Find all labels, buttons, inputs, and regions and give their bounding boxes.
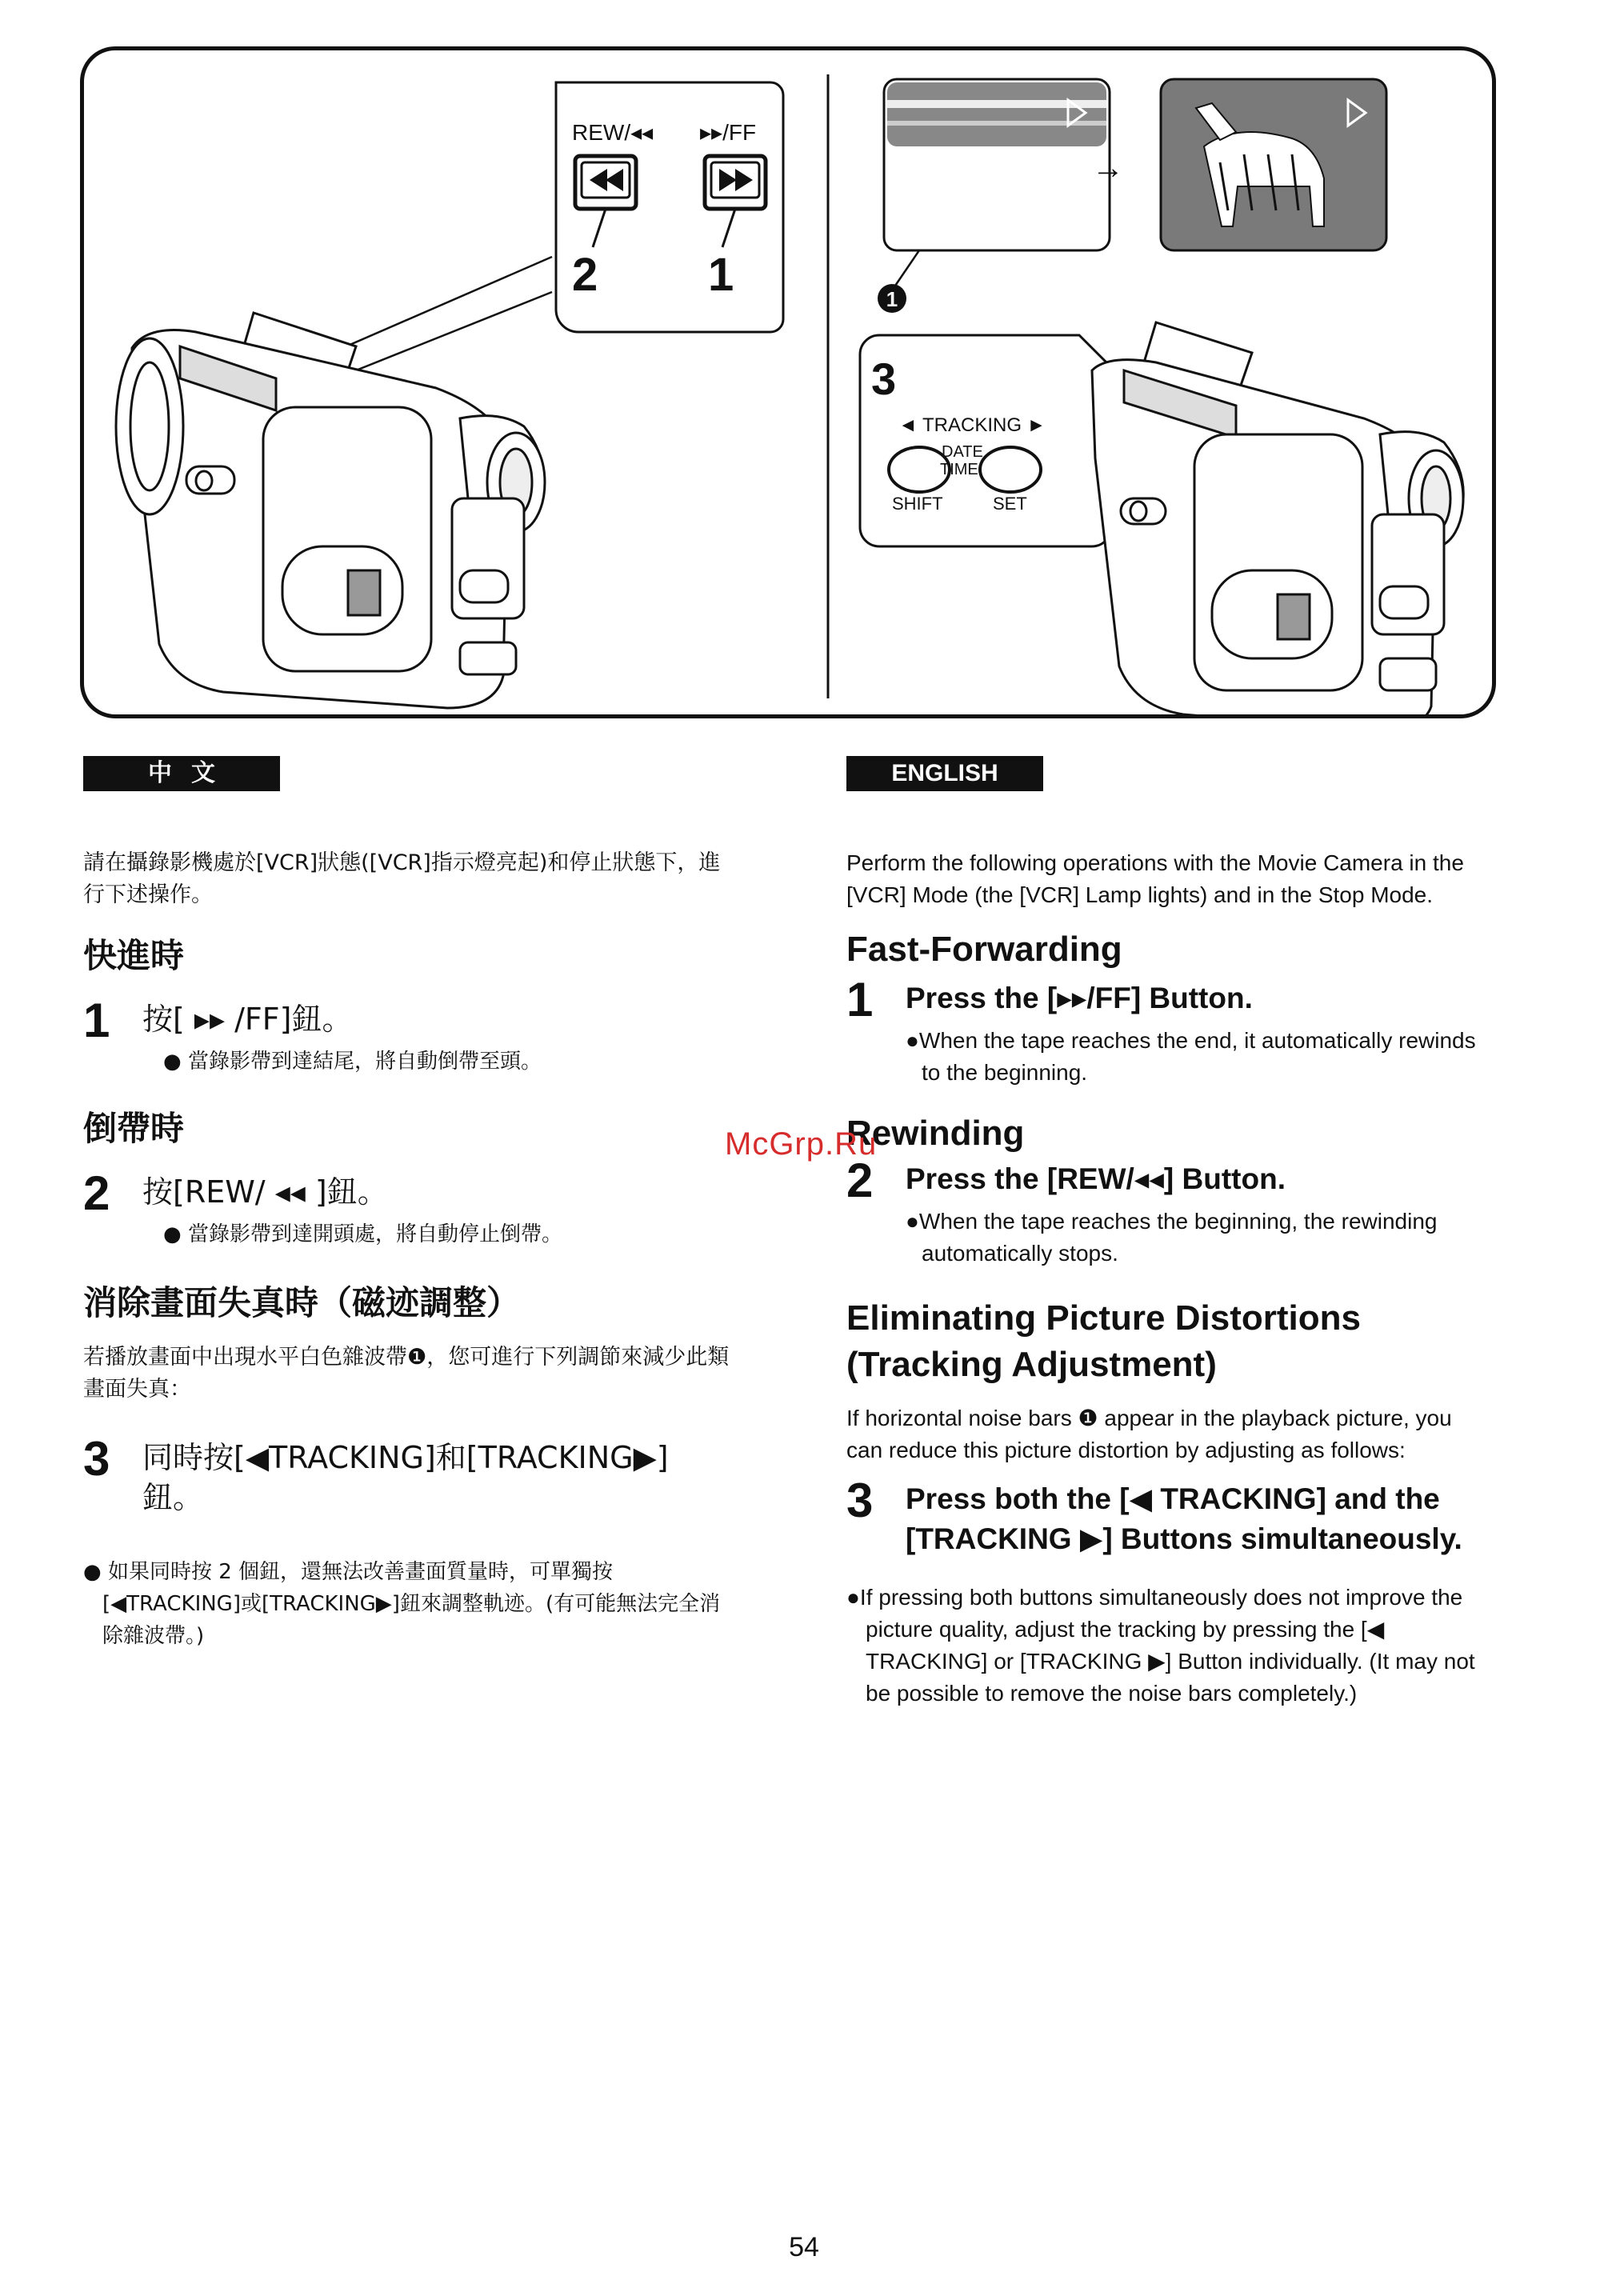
- rew-label: REW/◂◂: [572, 120, 654, 145]
- rew-button-icon: [575, 156, 636, 209]
- chinese-step-1: [83, 996, 739, 1046]
- english-rew-heading: Rewinding: [846, 1114, 1025, 1153]
- button-callout: [298, 82, 783, 383]
- english-step-2-note: ●When the tape reaches the beginning, the rewinding automatically stops.: [906, 1209, 1438, 1266]
- chinese-intro: 請在攝錄影機處於[VCR]狀態([VCR]指示燈亮起)和停止狀態下，進行下述操作。: [83, 850, 721, 907]
- camcorder-left-icon: [116, 313, 545, 708]
- english-step-1: [846, 975, 1486, 1025]
- ff-label: ▸▸/FF: [700, 120, 757, 145]
- shift-label: SHIFT: [892, 494, 943, 514]
- callout-number-1: 1: [708, 249, 734, 301]
- english-step-2: [846, 1156, 1486, 1206]
- time-label: TIME: [940, 461, 978, 478]
- chinese-rew-heading: 倒帶時: [83, 1109, 185, 1148]
- step-number: 1: [846, 973, 874, 1026]
- english-step-3-bullet: ●If pressing both buttons simultaneously does not improve the picture quality, adjust the tracking by pressing the [◀ TRACKING] or [TRACKING ▶] Button individually. (It may not be possible to remove the noise bars completely.): [846, 1585, 1475, 1706]
- set-button-icon: [980, 447, 1041, 492]
- tracking-step-number: 3: [871, 354, 897, 404]
- english-column: [846, 756, 1486, 1710]
- english-intro: Perform the following operations with the Movie Camera in the [VCR] Mode (the [VCR] Lamp lights) and in the Stop Mode.: [846, 850, 1464, 907]
- chinese-step-3-bullet: ● 如果同時按 2 個鈕，還無法改善畫面質量時，可單獨按[◀TRACKING]或[TRACKING▶]鈕來調整軌迹。(有可能無法完全消除雜波帶。): [83, 1560, 721, 1648]
- chinese-step-2-note: ● 當錄影帶到達開頭處，將自動停止倒帶。: [163, 1222, 562, 1246]
- illustration-panel: [80, 46, 1496, 718]
- chinese-step-1-note: ● 當錄影帶到達結尾，將自動倒帶至頭。: [163, 1050, 542, 1074]
- svg-text:1: 1: [886, 287, 898, 311]
- tracking-label: ◄ TRACKING ►: [898, 414, 1046, 436]
- set-label: SET: [993, 494, 1027, 514]
- chinese-tab: 中文: [83, 756, 280, 791]
- step-text: Press the [REW/◂◂] Button.: [906, 1162, 1286, 1195]
- camcorder-illustration: [84, 50, 1492, 714]
- chinese-step-3: [83, 1434, 739, 1518]
- clear-picture: [1161, 79, 1386, 250]
- step-text: Press both the [◀ TRACKING] and the [TRACKING ▶] Buttons simultaneously.: [906, 1482, 1462, 1555]
- english-ff-heading: Fast-Forwarding: [846, 930, 1122, 969]
- watermark: McGrp.Ru: [725, 1126, 878, 1162]
- english-step-1-note: ●When the tape reaches the end, it automatically rewinds to the beginning.: [906, 1028, 1476, 1085]
- camcorder-right-icon: [1092, 322, 1463, 714]
- step-number: 2: [83, 1166, 110, 1220]
- step-text: 按[REW/ ◂◂ ]鈕。: [142, 1174, 388, 1210]
- step-number: 3: [83, 1432, 110, 1486]
- chinese-ff-heading: 快進時: [83, 936, 185, 975]
- step-number: 3: [846, 1474, 874, 1527]
- callout-number-2: 2: [572, 249, 598, 301]
- noisy-picture: [884, 79, 1110, 290]
- date-label: DATE: [942, 443, 983, 461]
- noise-marker: [878, 284, 906, 313]
- page-number: 54: [789, 2232, 819, 2262]
- english-tracking-heading: Eliminating Picture Distortions (Tracking Adjustment): [846, 1298, 1361, 1384]
- english-step-3: [846, 1476, 1486, 1559]
- step-text: Press the [▸▸/FF] Button.: [906, 982, 1253, 1014]
- english-tab: ENGLISH: [846, 756, 1043, 791]
- step-number: 2: [846, 1154, 874, 1207]
- chinese-column: [83, 756, 739, 1652]
- arrow-right-icon: →: [1092, 150, 1124, 186]
- step-number: 1: [83, 994, 110, 1047]
- chinese-tracking-heading: 消除畫面失真時（磁迹調整）: [83, 1283, 521, 1322]
- chinese-step-2: [83, 1166, 739, 1220]
- ff-button-icon: [705, 156, 766, 209]
- step-text: 按[ ▸▸ /FF]鈕。: [142, 1002, 353, 1037]
- chinese-tracking-intro: 若播放畫面中出現水平白色雜波帶❶，您可進行下列調節來減少此類畫面失真：: [83, 1345, 730, 1402]
- english-tracking-intro: If horizontal noise bars ❶ appear in the playback picture, you can reduce this picture distortion by adjusting as follows:: [846, 1406, 1452, 1462]
- step-text: 同時按[◀TRACKING]和[TRACKING▶]鈕。: [142, 1440, 669, 1515]
